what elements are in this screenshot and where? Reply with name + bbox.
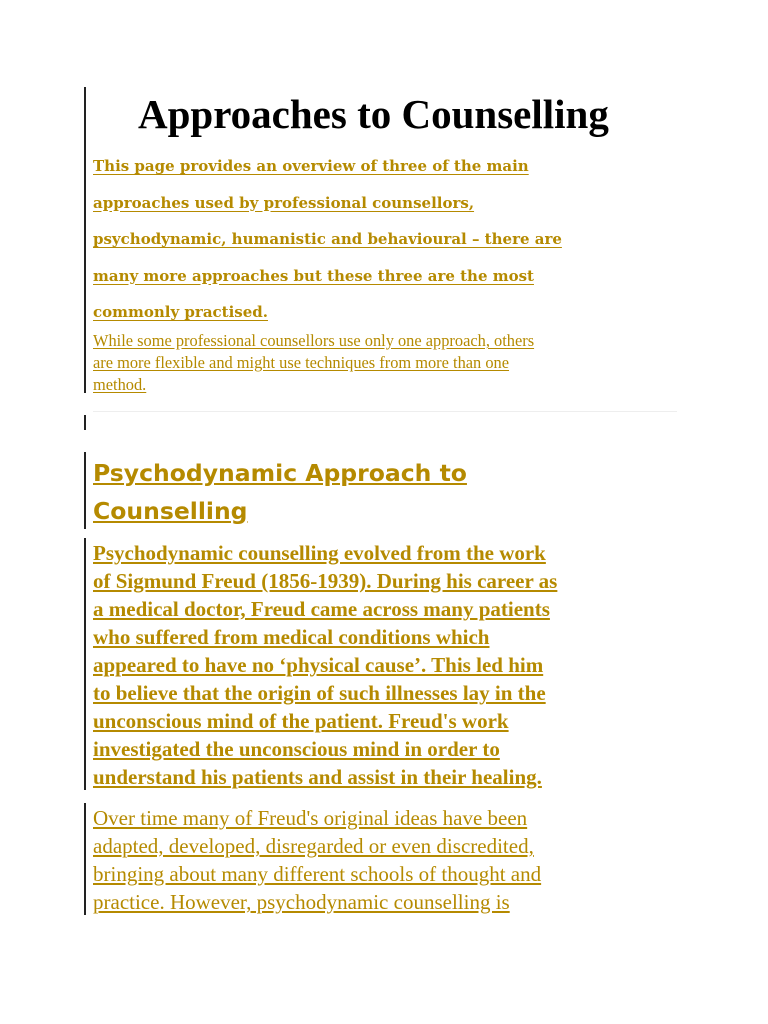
section-bold-line[interactable]: Psychodynamic counselling evolved from the work bbox=[93, 541, 546, 565]
margin-bar-body bbox=[84, 538, 86, 790]
section-bold-line[interactable]: of Sigmund Freud (1856-1939). During his career as bbox=[93, 569, 558, 593]
intro-regular-paragraph bbox=[93, 330, 673, 396]
section-bold-line[interactable]: to believe that the origin of such illnesses lay in the bbox=[93, 681, 546, 705]
section-bold-paragraph bbox=[93, 539, 693, 791]
section-heading bbox=[93, 454, 693, 530]
intro-regular-line[interactable]: While some professional counsellors use only one approach, others bbox=[93, 331, 535, 350]
intro-regular-line[interactable]: are more flexible and might use techniques from more than one bbox=[93, 353, 510, 372]
intro-bold-line[interactable]: commonly practised. bbox=[93, 303, 268, 321]
intro-bold-line[interactable]: approaches used by professional counsellors, bbox=[93, 193, 475, 212]
section-heading-line[interactable]: Counselling bbox=[93, 497, 248, 525]
section-regular-paragraph bbox=[93, 804, 693, 916]
margin-bar-small bbox=[84, 415, 86, 430]
intro-bold-line[interactable]: psychodynamic, humanistic and behavioural – there are bbox=[93, 230, 562, 248]
page-title: Approaches to Counselling bbox=[138, 91, 609, 137]
section-regular-line[interactable]: Over time many of Freud's original ideas have been bbox=[93, 806, 528, 830]
margin-bar-top bbox=[84, 87, 86, 393]
intro-regular-line[interactable]: method. bbox=[93, 375, 147, 394]
intro-bold-line[interactable]: This page provides an overview of three of the main bbox=[93, 157, 529, 175]
margin-bar-bottom bbox=[84, 803, 86, 915]
section-heading-line[interactable]: Psychodynamic Approach to bbox=[93, 459, 467, 487]
section-bold-line[interactable]: unconscious mind of the patient. Freud's work bbox=[93, 709, 509, 733]
section-bold-line[interactable]: understand his patients and assist in their healing. bbox=[93, 765, 542, 789]
section-bold-line[interactable]: investigated the unconscious mind in order to bbox=[93, 737, 500, 761]
section-bold-line[interactable]: appeared to have no ‘physical cause’. This led him bbox=[93, 653, 544, 677]
divider bbox=[93, 411, 677, 412]
intro-bold-line[interactable]: many more approaches but these three are the most bbox=[93, 266, 534, 285]
section-bold-line[interactable]: who suffered from medical conditions which bbox=[93, 625, 490, 649]
margin-bar-heading bbox=[84, 452, 86, 529]
section-regular-line[interactable]: adapted, developed, disregarded or even discredited, bbox=[93, 834, 534, 858]
section-bold-line[interactable]: a medical doctor, Freud came across many patients bbox=[93, 597, 550, 621]
intro-bold-paragraph bbox=[93, 148, 653, 331]
section-regular-line[interactable]: practice. However, psychodynamic counselling is bbox=[93, 890, 510, 914]
section-regular-line[interactable]: bringing about many different schools of thought and bbox=[93, 862, 542, 886]
